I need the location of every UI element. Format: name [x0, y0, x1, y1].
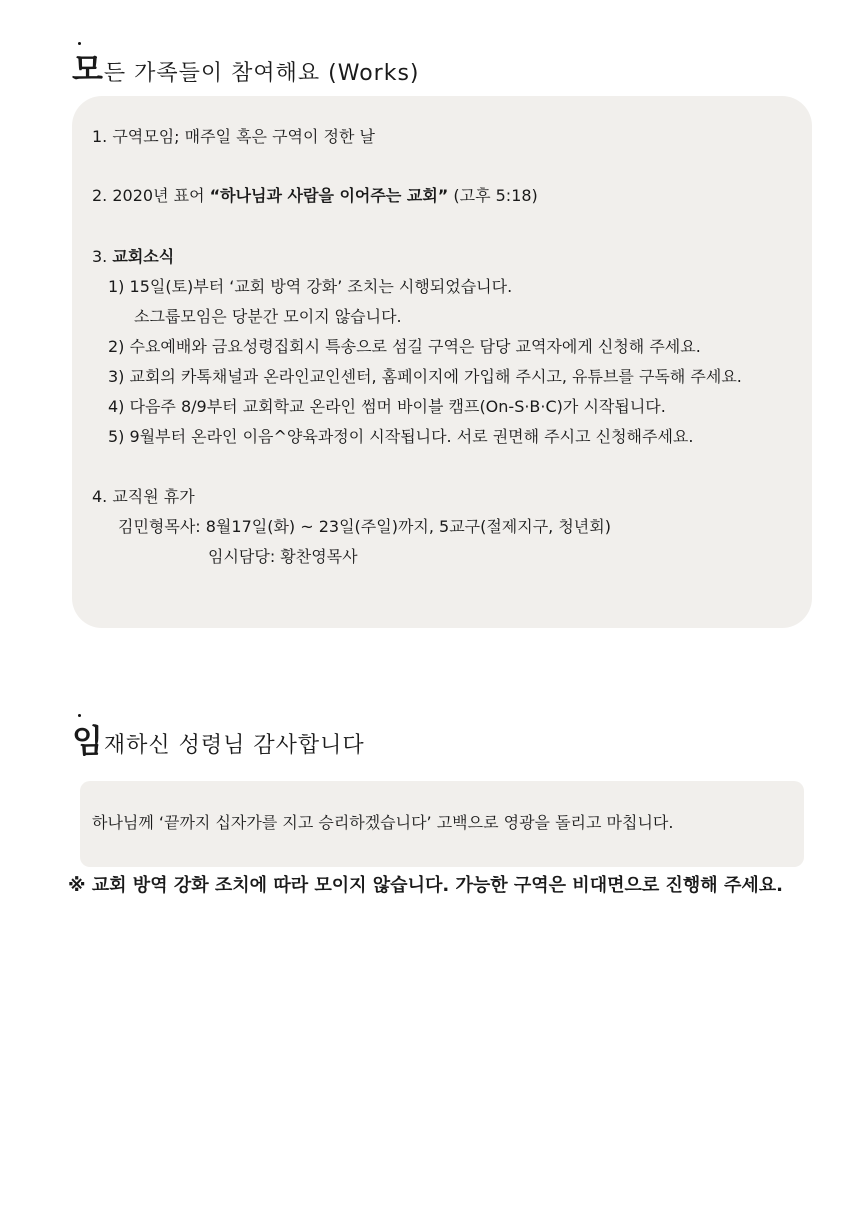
item-staff-vacation: 4. 교직원 휴가 [92, 487, 195, 506]
vacation-detail: 김민형목사: 8월17일(화) ~ 23일(주일)까지, 5교구(절제지구, 청년회) [118, 517, 611, 536]
news-item-1-continued: 소그룹모임은 당분간 모이지 않습니다. [134, 307, 402, 326]
heading-initial: 모 [72, 44, 104, 90]
motto-prefix: 2. 2020년 표어 [92, 186, 210, 205]
item-district-meeting: 1. 구역모임; 매주일 혹은 구역이 정한 날 [92, 127, 376, 146]
notice-text: ※ 교회 방역 강화 조치에 따라 모이지 않습니다. 가능한 구역은 비대면으로 진행해 주세요. [68, 875, 783, 896]
heading-initial: 임 [72, 716, 104, 762]
item-church-news [92, 242, 174, 272]
closing-box [80, 781, 804, 867]
news-item-2: 2) 수요예배와 금요성령집회시 특송으로 섬길 구역은 담당 교역자에게 신청해 주세요. [108, 337, 701, 356]
news-title: 교회소식 [112, 247, 175, 266]
closing-text: 하나님께 ‘끝까지 십자가를 지고 승리하겠습니다’ 고백으로 영광을 돌리고 마칩니다. [92, 813, 674, 832]
vacation-substitute: 임시담당: 황찬영목사 [208, 547, 358, 566]
works-heading [72, 44, 420, 90]
item-motto [92, 181, 538, 211]
news-item-3: 3) 교회의 카톡채널과 온라인교인센터, 홈페이지에 가입해 주시고, 유튜브를 구독해 주세요. [108, 367, 742, 386]
news-item-1: 1) 15일(토)부터 ‘교회 방역 강화’ 조치는 시행되었습니다. [108, 277, 513, 296]
heading-rest: 든 가족들이 참여해요 (Works) [103, 61, 420, 86]
news-number: 3. [92, 247, 113, 266]
motto-text: “하나님과 사람을 이어주는 교회” [209, 186, 449, 205]
works-box [72, 96, 812, 628]
news-item-4: 4) 다음주 8/9부터 교회학교 온라인 썸머 바이블 캠프(On-S·B·C)가 시작됩니다. [108, 397, 666, 416]
holy-spirit-heading [72, 716, 365, 762]
heading-rest: 재하신 성령님 감사합니다 [103, 733, 365, 758]
motto-reference: (고후 5:18) [448, 186, 538, 205]
news-item-5: 5) 9월부터 온라인 이음^양육과정이 시작됩니다. 서로 권면해 주시고 신청해주세요. [108, 427, 694, 446]
